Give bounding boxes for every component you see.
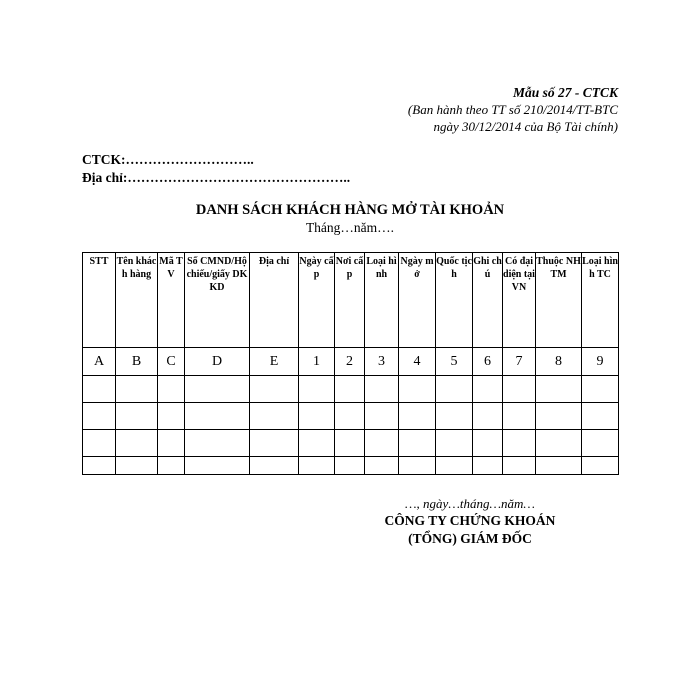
table-row <box>83 430 619 457</box>
table-row <box>83 403 619 430</box>
signature-title: (TỔNG) GIÁM ĐỐC <box>408 531 532 546</box>
column-code: 4 <box>399 348 436 376</box>
signature-block <box>320 496 620 548</box>
column-header: Có đại diện tại VN <box>503 253 536 348</box>
column-code-row <box>83 348 619 376</box>
column-code: E <box>250 348 299 376</box>
column-code: 9 <box>582 348 619 376</box>
column-code: B <box>116 348 158 376</box>
column-header: Địa chỉ <box>250 253 299 348</box>
table-header-row <box>83 253 619 348</box>
column-code: 8 <box>536 348 582 376</box>
column-code: 3 <box>365 348 399 376</box>
column-header: Số CMND/Hộ chiếu/giấy DKKD <box>185 253 250 348</box>
column-header: STT <box>83 253 116 348</box>
column-header: Quốc tịch <box>436 253 473 348</box>
column-header: Loại hình <box>365 253 399 348</box>
column-code: 7 <box>503 348 536 376</box>
column-header: Mã TV <box>158 253 185 348</box>
signature-company: CÔNG TY CHỨNG KHOÁN <box>384 513 556 528</box>
column-code: 6 <box>473 348 503 376</box>
document-header <box>82 151 350 187</box>
document-subtitle: Tháng…năm…. <box>305 220 395 235</box>
table-row <box>83 457 619 475</box>
ctck-field: CTCK:……………………….. <box>82 152 254 167</box>
column-code: 2 <box>335 348 365 376</box>
column-header: Nơi cấp <box>335 253 365 348</box>
customer-table <box>82 252 619 475</box>
column-code: A <box>83 348 116 376</box>
address-field: Địa chỉ:………………………………………….. <box>82 170 351 185</box>
column-code: 1 <box>299 348 335 376</box>
form-reference <box>408 84 618 135</box>
column-code: 5 <box>436 348 473 376</box>
form-issuance-line: (Ban hành theo TT số 210/2014/TT-BTC <box>407 102 618 117</box>
form-date-line: ngày 30/12/2014 của Bộ Tài chính) <box>433 119 618 134</box>
document-title: DANH SÁCH KHÁCH HÀNG MỞ TÀI KHOẢN <box>195 202 505 218</box>
column-header: Loại hình TC <box>582 253 619 348</box>
table-row <box>83 376 619 403</box>
column-header: Thuộc NHTM <box>536 253 582 348</box>
column-header: Ngày mở <box>399 253 436 348</box>
column-code: D <box>185 348 250 376</box>
column-header: Ghi chú <box>473 253 503 348</box>
column-header: Tên khách hàng <box>116 253 158 348</box>
form-number: Mẫu số 27 - CTCK <box>512 85 618 100</box>
column-code: C <box>158 348 185 376</box>
column-header: Ngày cấp <box>299 253 335 348</box>
signature-date: …, ngày…tháng…năm… <box>404 496 535 511</box>
